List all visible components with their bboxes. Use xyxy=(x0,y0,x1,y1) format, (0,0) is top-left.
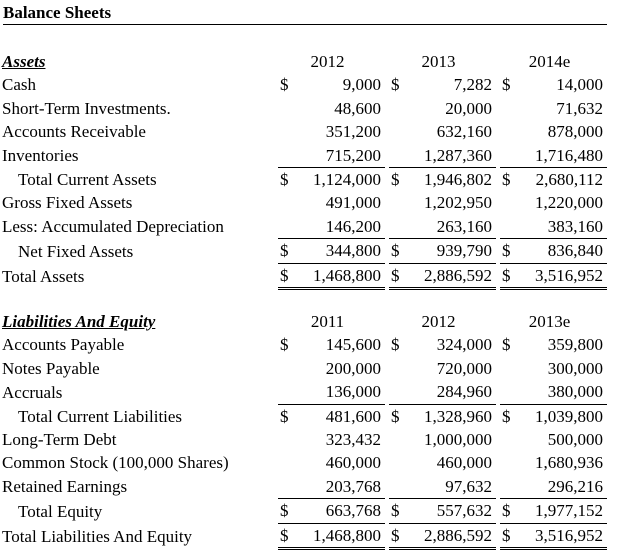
row-label: Total Assets xyxy=(2,267,85,287)
value-cell: 203,768 xyxy=(325,476,381,496)
currency-symbol xyxy=(502,191,516,214)
currency-symbol xyxy=(391,451,405,474)
currency-symbol xyxy=(391,475,405,498)
row-label: Less: Accumulated Depreciation xyxy=(2,217,224,237)
value-cell: 1,468,800 xyxy=(313,525,381,545)
value-cell: 380,000 xyxy=(547,382,603,402)
row-label: Inventories xyxy=(2,146,79,166)
row-label: Short-Term Investments. xyxy=(2,98,171,118)
value-cell: 145,600 xyxy=(325,335,381,355)
currency-symbol xyxy=(280,120,294,143)
value-cell: 383,160 xyxy=(547,216,603,236)
table-row xyxy=(2,451,607,474)
currency-symbol: $ xyxy=(391,501,400,521)
value-cell: 3,516,952 xyxy=(535,265,603,285)
currency-symbol xyxy=(391,191,405,214)
currency-symbol: $ xyxy=(502,525,511,545)
currency-symbol: $ xyxy=(502,335,511,355)
currency-symbol xyxy=(391,380,405,403)
currency-symbol: $ xyxy=(391,335,400,355)
value-cell: 1,977,152 xyxy=(535,501,603,521)
currency-symbol xyxy=(502,215,516,238)
table-row xyxy=(2,144,607,168)
table-row xyxy=(2,405,607,428)
table-row xyxy=(2,499,607,523)
value-cell: 557,632 xyxy=(436,501,492,521)
row-label: Accounts Receivable xyxy=(2,122,146,142)
value-cell: 48,600 xyxy=(334,98,381,118)
assets-table xyxy=(2,50,607,290)
value-cell: 460,000 xyxy=(436,453,492,473)
currency-symbol xyxy=(280,380,294,403)
currency-symbol: $ xyxy=(391,265,400,285)
value-cell: 632,160 xyxy=(436,122,492,142)
currency-symbol: $ xyxy=(280,75,289,95)
currency-symbol xyxy=(280,191,294,214)
currency-symbol xyxy=(502,380,516,403)
row-label: Cash xyxy=(2,75,36,95)
currency-symbol xyxy=(280,357,294,380)
currency-symbol xyxy=(280,451,294,474)
value-cell: 136,000 xyxy=(325,382,381,402)
currency-symbol xyxy=(391,428,405,451)
currency-symbol xyxy=(391,144,405,167)
row-label: Long-Term Debt xyxy=(2,430,117,450)
year-header: 2012 xyxy=(310,52,345,71)
table-row xyxy=(2,264,607,290)
currency-symbol: $ xyxy=(391,170,400,190)
year-header: 2013 xyxy=(421,52,456,71)
table-row xyxy=(2,428,607,451)
currency-symbol: $ xyxy=(280,241,289,261)
table-row xyxy=(2,97,607,120)
table-row xyxy=(2,191,607,214)
currency-symbol: $ xyxy=(391,75,400,95)
value-cell: 7,282 xyxy=(453,75,492,95)
value-cell: 460,000 xyxy=(325,453,381,473)
currency-symbol: $ xyxy=(391,525,400,545)
currency-symbol: $ xyxy=(280,525,289,545)
table-row xyxy=(2,168,607,191)
currency-symbol xyxy=(391,357,405,380)
currency-symbol xyxy=(280,97,294,120)
table-row xyxy=(2,120,607,143)
year-header: 2012 xyxy=(421,312,456,331)
value-cell: 284,960 xyxy=(436,382,492,402)
value-cell: 2,680,112 xyxy=(535,170,603,190)
value-cell: 481,600 xyxy=(325,406,381,426)
value-cell: 1,328,960 xyxy=(424,406,492,426)
value-cell: 1,716,480 xyxy=(535,145,603,165)
row-label: Gross Fixed Assets xyxy=(2,193,133,213)
value-cell: 323,432 xyxy=(325,430,381,450)
value-cell: 939,790 xyxy=(436,241,492,261)
currency-symbol xyxy=(391,97,405,120)
liabilities-table xyxy=(2,310,607,550)
value-cell: 1,220,000 xyxy=(535,193,603,213)
currency-symbol: $ xyxy=(502,170,511,190)
table-row xyxy=(2,357,607,380)
row-label: Total Current Assets xyxy=(18,170,157,190)
value-cell: 1,287,360 xyxy=(424,145,492,165)
liabilities-header-row xyxy=(2,310,607,333)
value-cell: 3,516,952 xyxy=(535,525,603,545)
currency-symbol: $ xyxy=(502,501,511,521)
value-cell: 715,200 xyxy=(325,145,381,165)
year-header: 2014e xyxy=(528,52,571,71)
year-header: 2011 xyxy=(310,312,345,331)
value-cell: 720,000 xyxy=(436,358,492,378)
currency-symbol xyxy=(280,215,294,238)
currency-symbol xyxy=(502,357,516,380)
table-row xyxy=(2,333,607,356)
value-cell: 20,000 xyxy=(445,98,492,118)
value-cell: 2,886,592 xyxy=(424,525,492,545)
currency-symbol xyxy=(280,475,294,498)
row-label: Net Fixed Assets xyxy=(18,241,134,261)
currency-symbol xyxy=(502,97,516,120)
currency-symbol xyxy=(502,144,516,167)
currency-symbol xyxy=(391,215,405,238)
row-label: Total Equity xyxy=(18,501,103,521)
row-label: Notes Payable xyxy=(2,358,100,378)
row-label: Accounts Payable xyxy=(2,335,125,355)
value-cell: 263,160 xyxy=(436,216,492,236)
currency-symbol: $ xyxy=(502,241,511,261)
row-label: Total Current Liabilities xyxy=(18,406,183,426)
liabilities-heading: Liabilities And Equity xyxy=(2,312,156,331)
table-row xyxy=(2,215,607,239)
page-title: Balance Sheets xyxy=(3,2,607,25)
currency-symbol xyxy=(280,428,294,451)
value-cell: 146,200 xyxy=(325,216,381,236)
value-cell: 1,468,800 xyxy=(313,265,381,285)
currency-symbol: $ xyxy=(280,501,289,521)
currency-symbol: $ xyxy=(502,265,511,285)
row-label: Common Stock (100,000 Shares) xyxy=(2,453,229,473)
value-cell: 1,680,936 xyxy=(535,453,603,473)
value-cell: 296,216 xyxy=(547,476,603,496)
currency-symbol: $ xyxy=(391,406,400,426)
value-cell: 9,000 xyxy=(342,75,381,95)
value-cell: 200,000 xyxy=(325,358,381,378)
row-label: Retained Earnings xyxy=(2,477,128,497)
row-label: Total Liabilities And Equity xyxy=(2,527,193,547)
currency-symbol xyxy=(391,120,405,143)
currency-symbol xyxy=(502,475,516,498)
value-cell: 71,632 xyxy=(556,98,603,118)
value-cell: 491,000 xyxy=(325,193,381,213)
value-cell: 1,946,802 xyxy=(424,170,492,190)
table-row xyxy=(2,73,607,96)
value-cell: 97,632 xyxy=(445,476,492,496)
table-row xyxy=(2,239,607,263)
table-row xyxy=(2,380,607,404)
assets-heading: Assets xyxy=(2,52,46,71)
value-cell: 1,124,000 xyxy=(313,170,381,190)
currency-symbol: $ xyxy=(280,170,289,190)
currency-symbol: $ xyxy=(280,265,289,285)
currency-symbol xyxy=(502,428,516,451)
value-cell: 1,000,000 xyxy=(424,430,492,450)
currency-symbol xyxy=(280,144,294,167)
value-cell: 344,800 xyxy=(325,241,381,261)
value-cell: 878,000 xyxy=(547,122,603,142)
value-cell: 14,000 xyxy=(556,75,603,95)
value-cell: 663,768 xyxy=(325,501,381,521)
table-row xyxy=(2,524,607,550)
currency-symbol: $ xyxy=(280,406,289,426)
value-cell: 1,039,800 xyxy=(535,406,603,426)
value-cell: 351,200 xyxy=(325,122,381,142)
value-cell: 500,000 xyxy=(547,430,603,450)
currency-symbol xyxy=(502,451,516,474)
table-row xyxy=(2,475,607,499)
assets-header-row xyxy=(2,50,607,73)
year-header: 2013e xyxy=(528,312,571,331)
value-cell: 359,800 xyxy=(547,335,603,355)
currency-symbol: $ xyxy=(280,335,289,355)
currency-symbol: $ xyxy=(502,75,511,95)
value-cell: 2,886,592 xyxy=(424,265,492,285)
value-cell: 836,840 xyxy=(547,241,603,261)
value-cell: 324,000 xyxy=(436,335,492,355)
currency-symbol: $ xyxy=(391,241,400,261)
row-label: Accruals xyxy=(2,382,63,402)
currency-symbol xyxy=(502,120,516,143)
currency-symbol: $ xyxy=(502,406,511,426)
value-cell: 1,202,950 xyxy=(424,193,492,213)
value-cell: 300,000 xyxy=(547,358,603,378)
